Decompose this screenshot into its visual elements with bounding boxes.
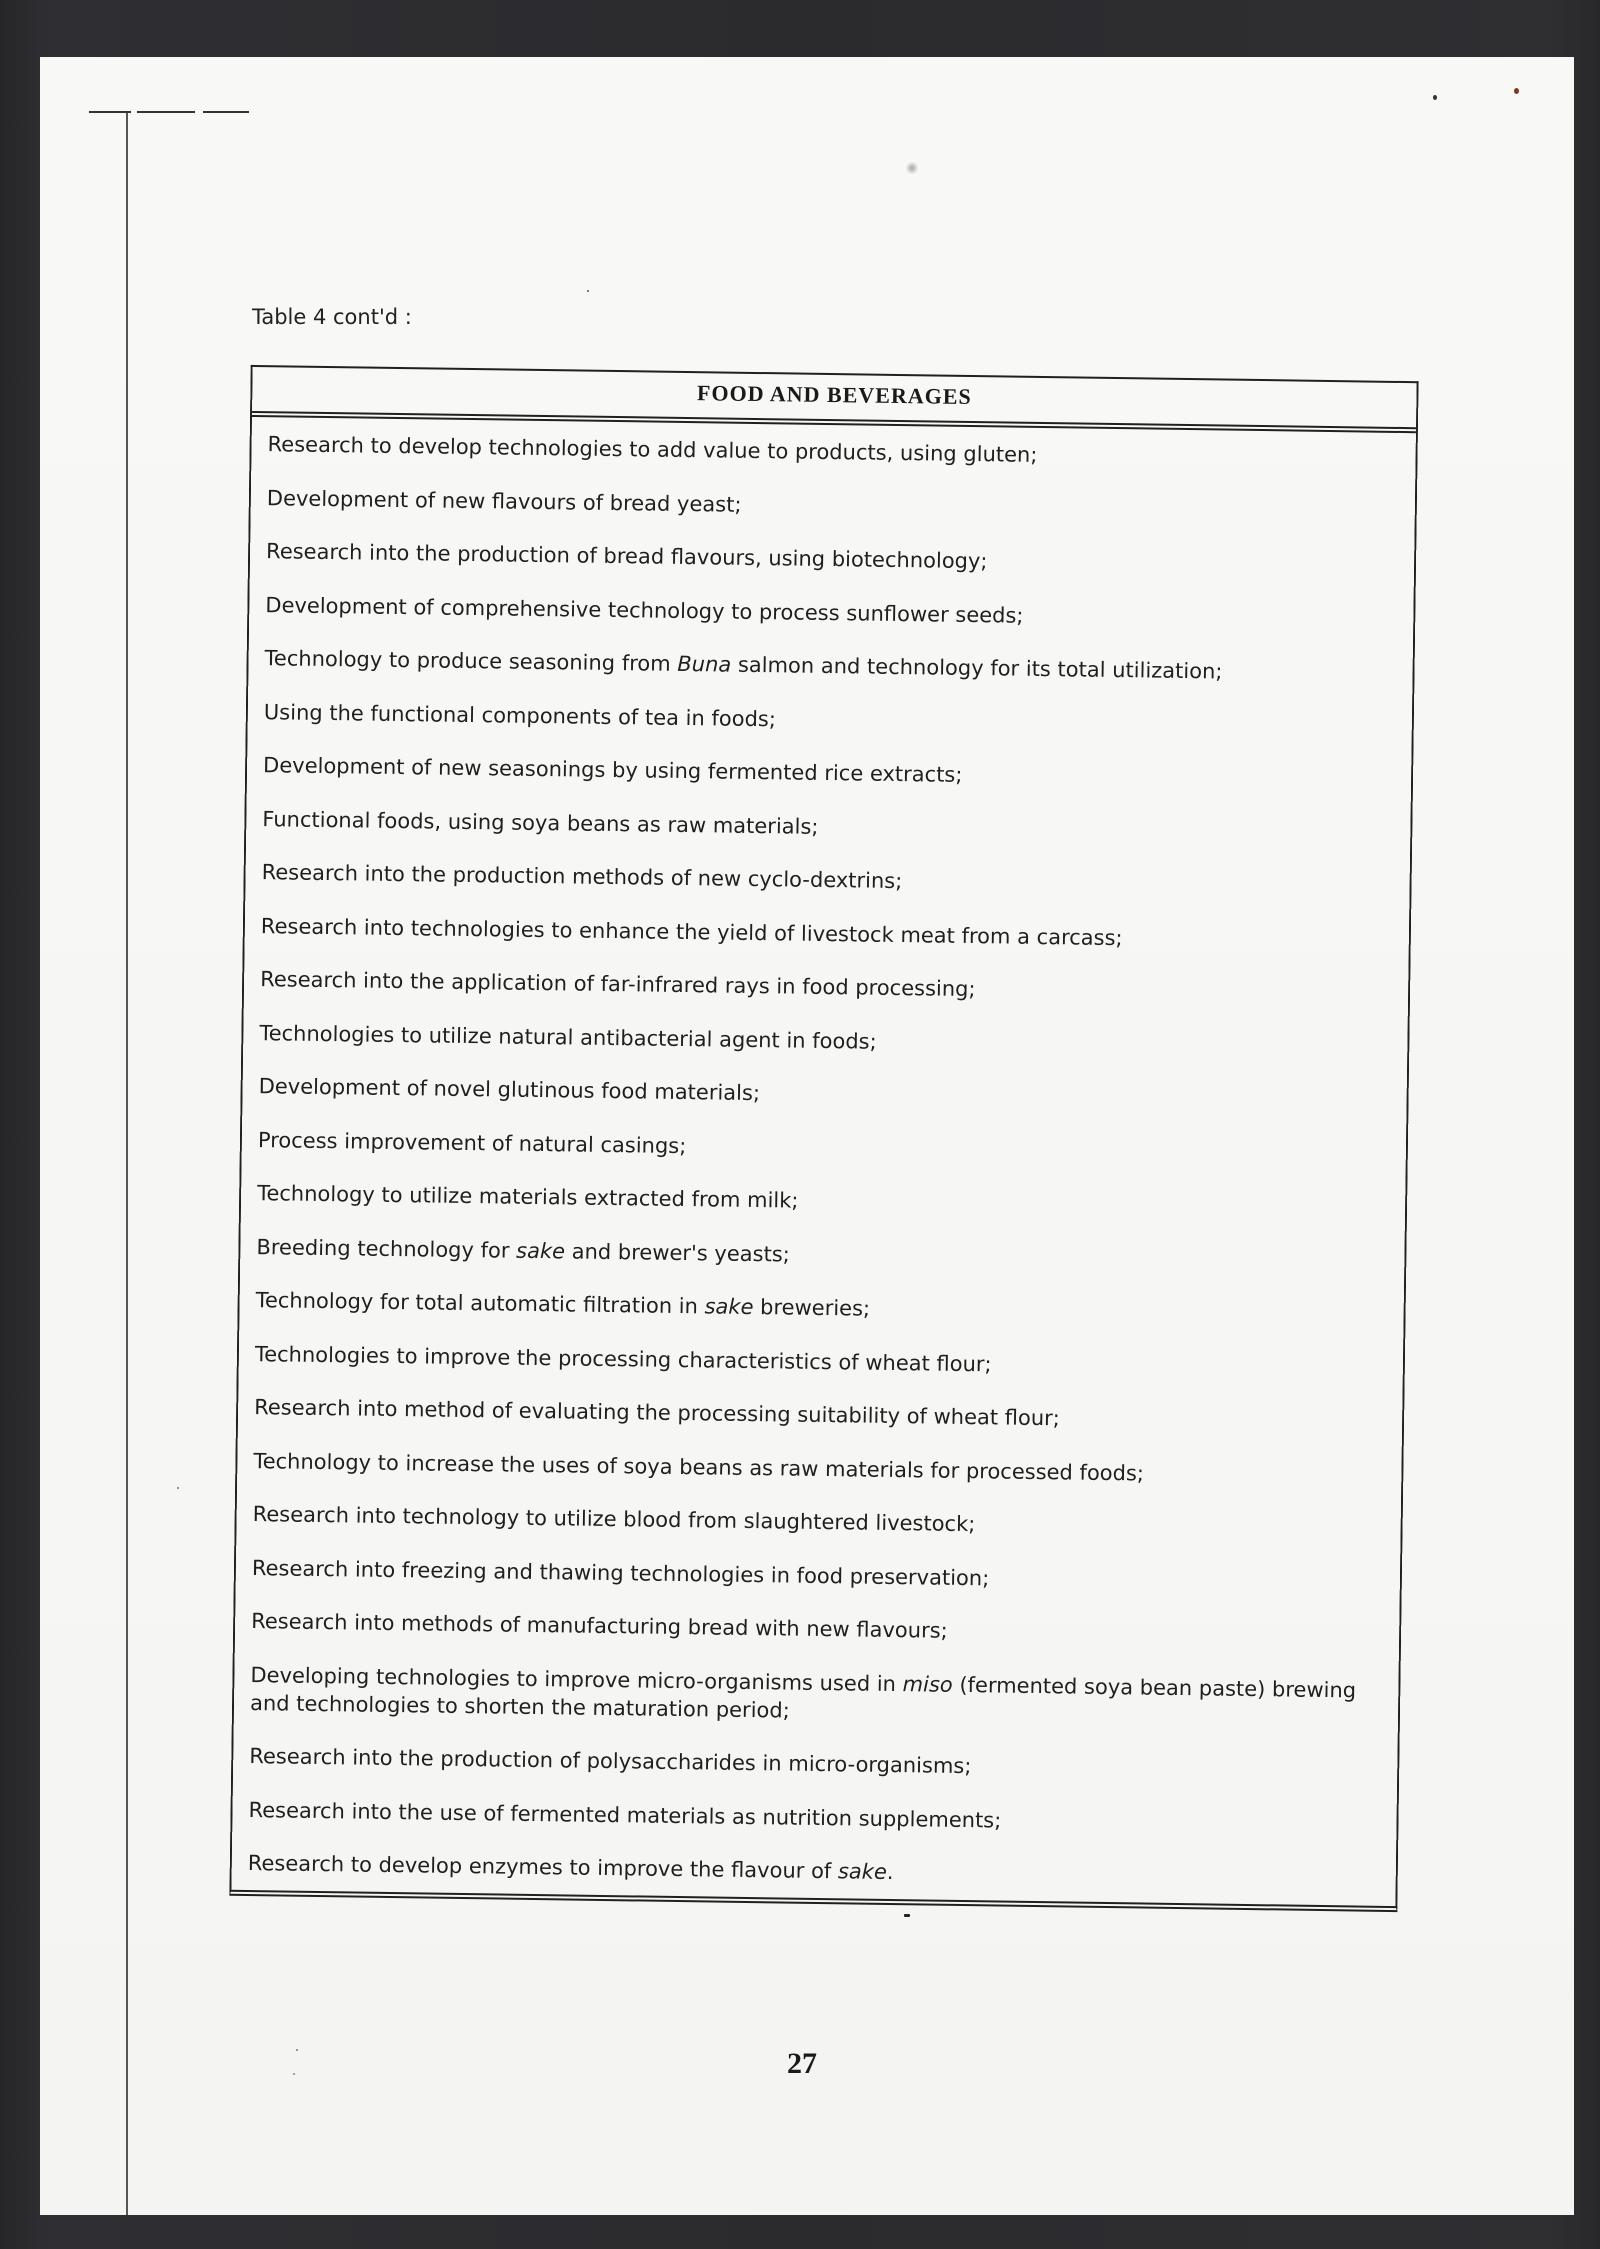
row-text: Technology to produce seasoning from	[264, 646, 678, 676]
row-text: Research into technologies to enhance the yield of livestock meat from a carcass;	[260, 913, 1123, 950]
food-and-beverages-table	[229, 365, 1418, 1912]
top-rule-segment	[137, 111, 195, 113]
table-body	[231, 417, 1415, 1906]
row-text: Research into the use of fermented materials as nutrition supplements;	[248, 1797, 1002, 1833]
scan-speck	[1433, 95, 1437, 100]
row-text: Research to develop technologies to add value to products, using gluten;	[267, 432, 1038, 467]
row-text: Research into the production methods of new cyclo-dextrins;	[261, 860, 903, 894]
row-text: and brewer's yeasts;	[564, 1238, 790, 1267]
row-text: Technology to utilize materials extracted from milk;	[257, 1181, 799, 1213]
scan-speck	[293, 2073, 295, 2075]
row-text: Technologies to improve the processing characteristics of wheat flour;	[254, 1341, 992, 1376]
row-text: Research into the production of bread flavours, using biotechnology;	[265, 539, 988, 574]
row-text: Research into the application of far-infrared rays in food processing;	[259, 967, 976, 1002]
table-caption: Table 4 cont'd :	[252, 305, 412, 329]
row-text: Functional foods, using soya beans as raw materials;	[262, 806, 819, 839]
row-text: Research into the production of polysaccharides in micro-organisms;	[249, 1744, 972, 1779]
page-number: 27	[787, 2047, 817, 2080]
row-text: Technology for total automatic filtration in	[255, 1288, 705, 1319]
scan-speck	[296, 2049, 298, 2051]
scan-speck	[587, 290, 589, 292]
row-text: Development of new flavours of bread yeast;	[266, 485, 742, 517]
row-text: Process improvement of natural casings;	[257, 1127, 687, 1158]
row-text-italic: Buna	[677, 651, 732, 677]
row-text: Research to develop enzymes to improve the flavour of	[247, 1851, 839, 1884]
row-text: .	[886, 1859, 894, 1885]
row-text: Development of comprehensive technology to process sunflower seeds;	[265, 592, 1024, 628]
row-text: (fermented soya bean paste) brewing and technologies to shorten the maturation period;	[249, 1672, 1357, 1723]
row-text: Technologies to utilize natural antibacterial agent in foods;	[259, 1020, 877, 1054]
scan-speck	[1514, 88, 1519, 94]
scan-speck	[904, 1914, 910, 1917]
row-text: Developing technologies to improve micro-organisms used in	[250, 1662, 903, 1696]
scan-speck	[177, 1487, 179, 1489]
row-text: Development of novel glutinous food materials;	[258, 1074, 761, 1106]
row-text: Research into method of evaluating the processing suitability of wheat flour;	[254, 1395, 1061, 1431]
row-text-italic: sake	[704, 1294, 754, 1320]
row-text: salmon and technology for its total utilization;	[731, 652, 1223, 684]
row-text: Research into freezing and thawing technologies in food preservation;	[251, 1555, 990, 1590]
top-rule	[89, 111, 249, 114]
row-text: Using the functional components of tea in foods;	[263, 699, 777, 731]
row-text: Development of new seasonings by using fermented rice extracts;	[262, 753, 963, 787]
row-text-italic: sake	[837, 1859, 888, 1884]
row-text-italic: miso	[902, 1671, 953, 1697]
table-header: FOOD AND BEVERAGES	[252, 367, 1417, 433]
row-text: Technology to increase the uses of soya beans as raw materials for processed foods;	[253, 1448, 1145, 1485]
document-page	[40, 57, 1574, 2215]
top-rule-segment	[89, 111, 131, 113]
row-text: Research into technology to utilize blood from slaughtered livestock;	[252, 1502, 976, 1537]
row-text: breweries;	[753, 1295, 871, 1321]
top-rule-segment	[203, 111, 249, 113]
margin-rule	[126, 112, 128, 2215]
row-text-italic: sake	[515, 1238, 566, 1263]
row-text: Breeding technology for	[256, 1234, 517, 1263]
scan-speck	[906, 161, 918, 175]
row-text: Research into methods of manufacturing bread with new flavours;	[251, 1609, 948, 1643]
